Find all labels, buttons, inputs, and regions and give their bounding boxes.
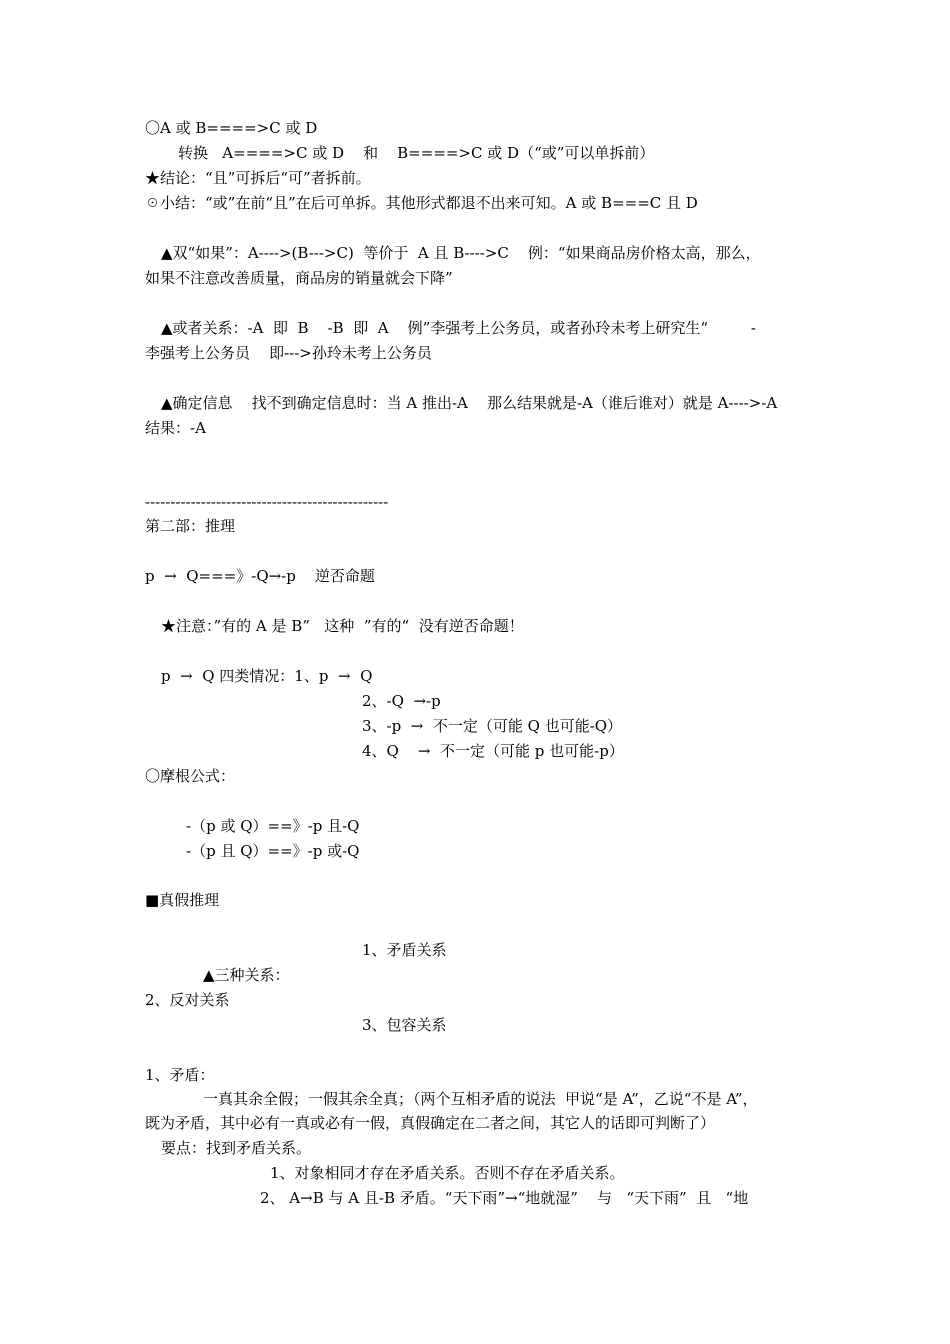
text-line: 一真其余全假；一假其余全真；（两个互相矛盾的说法 甲说“是 A”，乙说“不是 A”， [203,1090,758,1108]
text-line: 结果：-A [145,419,206,437]
text-line: 要点：找到矛盾关系。 [161,1139,312,1157]
text-line: -（p 且 Q）==》-p 或-Q [186,842,360,860]
text-line: ▲或者关系：-A 即 B -B 即 A 例”李强考上公务员，或者孙玲未考上研究生“ - [161,319,756,337]
text-line: ▲三种关系： [203,966,290,984]
text-line: ★注意：”有的 A 是 B” 这种 ”有的“ 没有逆否命题！ [161,617,524,635]
text-line: 1、矛盾： [145,1066,215,1084]
text-line: ▲确定信息 找不到确定信息时：当 A 推出-A 那么结果就是-A（谁后谁对）就是 A---->-A [161,394,778,412]
text-line: 2、-Q →-p [362,692,441,710]
text-line: 李强考上公务员 即--->孙玲未考上公务员 [145,344,432,362]
section-heading: 第二部：推理 [145,517,236,535]
text-line: 〇摩根公式： [145,767,236,785]
text-line: 转换 A====>C 或 D 和 B====>C 或 D（“或”可以单拆前） [178,144,655,162]
text-line: ★结论：“且”可拆后“可”者拆前。 [145,169,371,187]
text-line: -（p 或 Q）==》-p 且-Q [186,817,360,835]
text-line: p → Q 四类情况：1、p → Q [161,667,373,685]
text-line: 3、包容关系 [362,1016,447,1034]
text-line: 1、矛盾关系 [362,941,447,959]
text-line: 2、反对关系 [145,991,230,1009]
text-line: 4、Q → 不一定（可能 p 也可能-p） [362,742,624,760]
text-line: 〇A 或 B====>C 或 D [145,119,318,137]
text-line: 1、对象相同才存在矛盾关系。否则不存在矛盾关系。 [270,1164,625,1182]
text-line: 2、 A→B 与 A 且-B 矛盾。“天下雨”→“地就湿” 与 “天下雨” 且 “地 [260,1189,749,1207]
text-line: ▲双“如果”：A---->(B--->C) 等价于 A 且 B---->C 例：“如果商品房价格太高，那么， [161,244,761,262]
text-line: 既为矛盾，其中必有一真或必有一假，真假确定在二者之间，其它人的话即可判断了） [145,1114,716,1132]
text-line: p → Q===》-Q→-p 逆否命题 [145,567,375,585]
section-heading: ■真假推理 [145,891,220,909]
divider-line: ------------------------------------------------ [145,493,389,511]
text-line: 3、-p → 不一定（可能 Q 也可能-Q） [362,717,623,735]
text-line: 如果不注意改善质量，商品房的销量就会下降” [145,269,453,287]
text-line: ☉小结：“或”在前“且”在后可单拆。其他形式都退不出来可知。A 或 B===C 且 D [145,194,698,212]
